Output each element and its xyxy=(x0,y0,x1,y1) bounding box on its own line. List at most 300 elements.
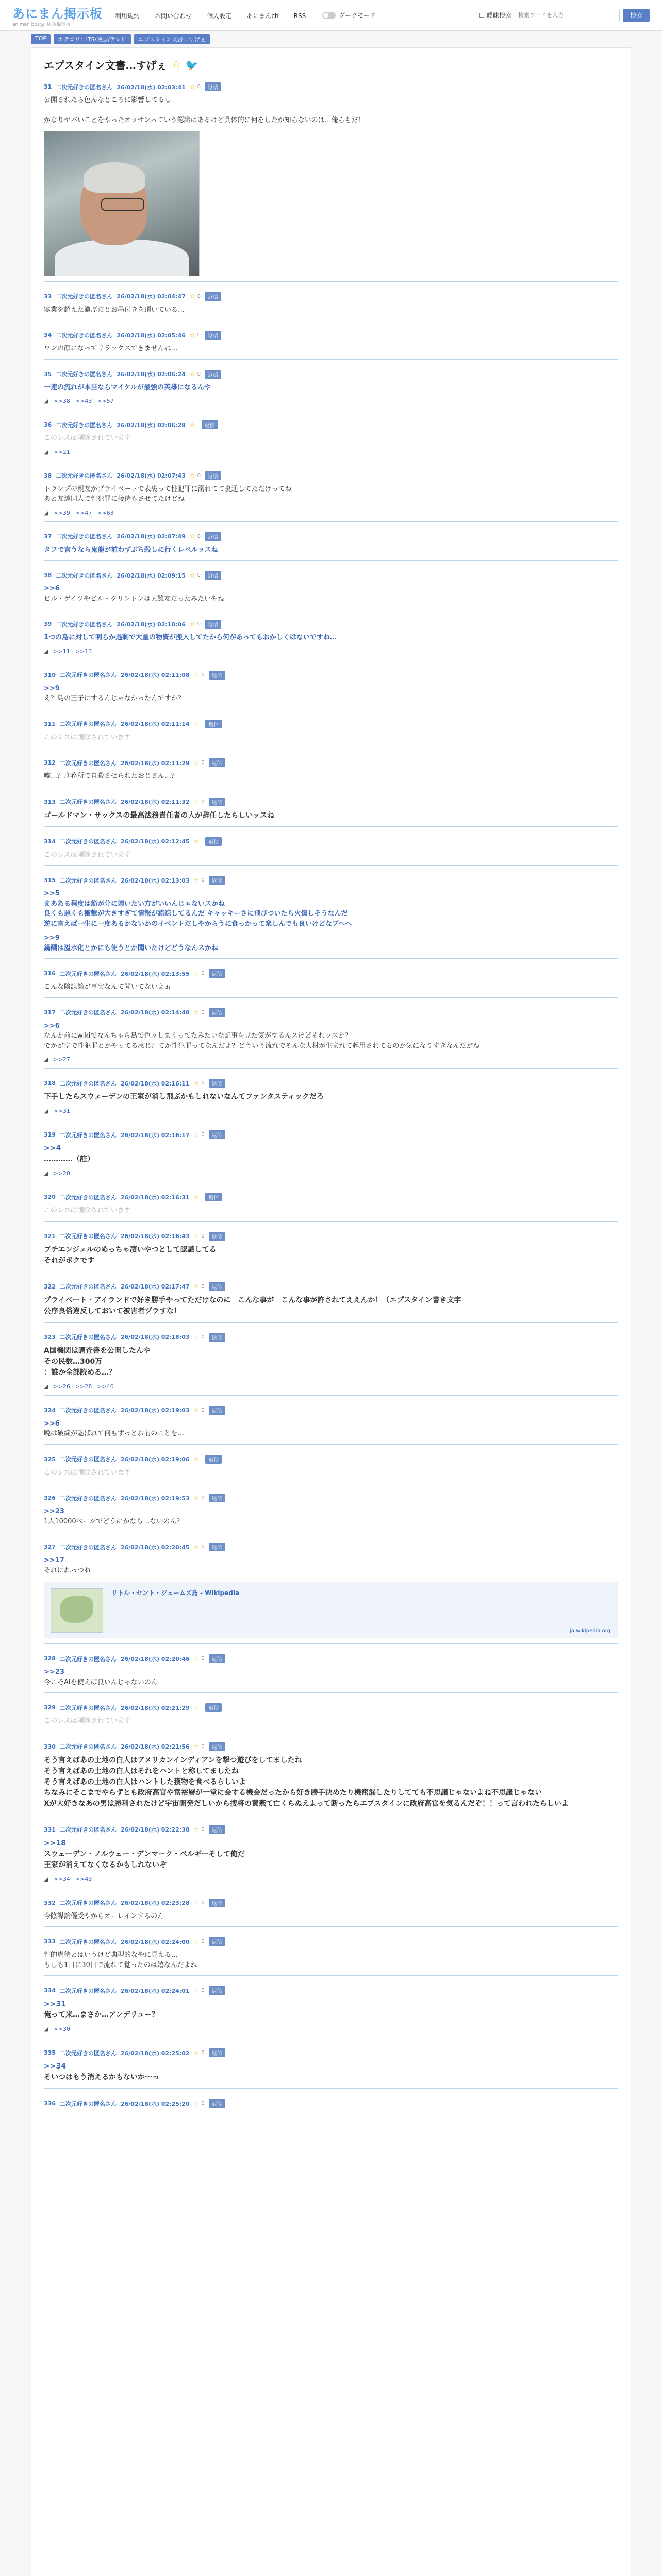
post-body xyxy=(44,1950,618,1970)
reply-link[interactable]: >>27 xyxy=(53,1056,70,1063)
post-number[interactable]: 33 xyxy=(44,293,52,300)
post-body xyxy=(44,733,618,743)
reply-links xyxy=(44,648,618,655)
post xyxy=(44,289,618,321)
post-number[interactable]: 330 xyxy=(44,1743,56,1750)
good-star-icon[interactable]: ☆ xyxy=(189,472,195,479)
post-number[interactable]: 314 xyxy=(44,838,56,845)
post-number[interactable]: 327 xyxy=(44,1544,56,1550)
poster-name: 二次元好きの匿名さん xyxy=(56,83,113,91)
reply-link[interactable]: >>40 xyxy=(97,1383,114,1390)
post-text-line: スウェーデン・ノルウェー・デンマーク・ベルギーそして俺だ xyxy=(44,1850,245,1858)
post-text-line: ：誰か全部読める…？ xyxy=(44,1368,116,1377)
anchor-link[interactable]: >>6 xyxy=(44,1022,60,1030)
good-star-icon[interactable]: ☆ xyxy=(189,331,195,339)
post-text-line: 1人10000ページでどうにかなら…ないのん？ xyxy=(44,1517,184,1526)
post-header xyxy=(44,1282,618,1291)
post-text-line: かなりヤバいことをやったオッサンっていう認識はあるけど具体的に何をしたか知らないのは…俺らもだ！ xyxy=(44,116,365,124)
reply-button[interactable]: 返信 xyxy=(205,1703,222,1712)
reply-button[interactable]: 返信 xyxy=(205,82,221,91)
post xyxy=(44,568,618,609)
post-number[interactable]: 38 xyxy=(44,572,52,579)
post xyxy=(44,668,618,709)
reply-link[interactable]: >>30 xyxy=(53,2026,70,2032)
post-header xyxy=(44,532,618,541)
post-body xyxy=(44,344,618,354)
post-text-line: 王家が消えてなくなるかもしれないぞ xyxy=(44,1860,167,1869)
good-star-icon[interactable]: ☆ xyxy=(189,83,195,91)
reply-link[interactable]: >>11 xyxy=(53,648,70,655)
reply-button[interactable]: 返信 xyxy=(205,571,221,580)
good-star-icon[interactable]: ☆ xyxy=(193,1704,200,1711)
poster-name: 二次元好きの匿名さん xyxy=(59,1334,117,1341)
post xyxy=(44,1895,618,1927)
fuzzy-search-label: 曖昧検索 xyxy=(486,12,511,19)
poster-name: 二次元好きの匿名さん xyxy=(59,838,117,845)
post-number[interactable]: 319 xyxy=(44,1131,56,1138)
reply-button[interactable]: 返信 xyxy=(205,720,222,728)
good-star-icon[interactable]: ☆ xyxy=(193,1079,200,1087)
post-number[interactable]: 336 xyxy=(44,2100,56,2107)
reply-link[interactable]: >>38 xyxy=(53,398,70,404)
post-text-line xyxy=(44,106,618,116)
post-date: 26/02/18(水) 02:05:46 xyxy=(117,332,186,339)
good-count: 0 xyxy=(201,1283,205,1290)
good-star-icon[interactable]: ☆ xyxy=(193,1232,200,1240)
fuzzy-search-checkbox[interactable]: ☐ 曖昧検索 xyxy=(479,12,511,19)
post-number[interactable]: 325 xyxy=(44,1455,56,1463)
reply-link[interactable]: >>43 xyxy=(75,398,92,404)
post-header xyxy=(44,1703,618,1712)
good-count: 0 xyxy=(201,1009,205,1015)
post-header xyxy=(44,1825,618,1834)
post-date: 26/02/18(水) 02:11:14 xyxy=(120,721,190,727)
post xyxy=(44,2045,618,2089)
reply-button[interactable]: 返信 xyxy=(209,1937,225,1946)
post-number[interactable]: 335 xyxy=(44,2049,56,2056)
post-body xyxy=(44,933,618,953)
post-body xyxy=(44,1419,618,1439)
reply-button[interactable]: 返信 xyxy=(209,1825,225,1834)
post-number[interactable]: 334 xyxy=(44,1987,56,1994)
post-number[interactable]: 36 xyxy=(44,421,52,428)
post-text-line: なんか前にwikiでなんちゃら島で色々しまくってたみたいな記事を見た気がするんスけどそれッスか？ xyxy=(44,1032,352,1040)
breadcrumb-thread[interactable]: エプスタイン文書…すげぇ xyxy=(134,34,210,44)
post-text-line: まあある程度は筋が分に壊いたい方がいいんじゃないスかね xyxy=(44,900,225,908)
anchor-link[interactable]: >>6 xyxy=(44,1419,60,1428)
good-star-icon[interactable]: ☆ xyxy=(189,571,195,579)
reply-button[interactable]: 返信 xyxy=(209,758,225,767)
reply-links xyxy=(44,510,618,516)
anchor-link[interactable]: >>18 xyxy=(44,1839,66,1848)
reply-button[interactable]: 返信 xyxy=(209,1986,225,1995)
reply-button[interactable]: 返信 xyxy=(209,1333,225,1342)
good-star-icon[interactable]: ☆ xyxy=(193,720,200,727)
breadcrumb-top[interactable]: TOP xyxy=(31,34,51,44)
good-count: 0 xyxy=(197,621,201,627)
favorite-star-icon[interactable]: ☆ xyxy=(171,58,181,71)
post-text-line: 鍋醐は溢水化とかにも使うとか聞いたけどどうなんスかね xyxy=(44,944,219,952)
good-star-icon[interactable]: ☆ xyxy=(193,1333,200,1341)
post xyxy=(44,617,618,660)
post-number[interactable]: 310 xyxy=(44,671,56,679)
post xyxy=(44,1983,618,2038)
post-number[interactable]: 328 xyxy=(44,1655,56,1662)
reply-link[interactable]: >>34 xyxy=(53,1875,70,1883)
reply-links xyxy=(44,1056,618,1063)
good-star-icon[interactable]: ☆ xyxy=(193,1406,200,1414)
reply-links xyxy=(44,1383,618,1390)
post xyxy=(44,1330,618,1396)
reply-link[interactable]: >>28 xyxy=(75,1383,92,1390)
good-star-icon[interactable]: ☆ xyxy=(193,1743,200,1750)
anchor-link[interactable]: >>17 xyxy=(44,1556,64,1564)
post-date: 26/02/18(水) 02:16:17 xyxy=(120,1131,190,1139)
good-count: 0 xyxy=(201,2100,205,2106)
post-date: 26/02/18(水) 02:04:47 xyxy=(117,293,186,300)
reply-button[interactable]: 返信 xyxy=(209,1008,225,1017)
post-text-line: 1つの島に対して明らか過剰で大量の物資が搬入してたから何があってもおかしくはないですね… xyxy=(44,634,337,641)
post-header xyxy=(44,370,618,379)
post-body xyxy=(44,95,618,126)
post-number[interactable]: 37 xyxy=(44,533,52,540)
reply-link[interactable]: >>26 xyxy=(53,1383,70,1390)
post-number[interactable]: 324 xyxy=(44,1406,56,1414)
poster-name: 二次元好きの匿名さん xyxy=(59,1987,117,1994)
post xyxy=(44,1127,618,1182)
good-star-icon[interactable]: ☆ xyxy=(193,1899,200,1906)
thread-title xyxy=(44,57,618,72)
good-count: 0 xyxy=(201,1939,205,1944)
reply-button[interactable]: 返信 xyxy=(205,331,221,340)
reply-button[interactable]: 返信 xyxy=(205,837,222,846)
post-header xyxy=(44,292,618,301)
anchor-link[interactable]: >>23 xyxy=(44,1507,64,1515)
reply-link[interactable]: >>13 xyxy=(75,648,92,655)
reply-arrow-icon: ◢ xyxy=(44,509,48,516)
good-count: 0 xyxy=(201,2050,205,2056)
post-number[interactable]: 38 xyxy=(44,472,52,479)
reply-arrow-icon: ◢ xyxy=(44,648,48,655)
post-date: 26/02/18(水) 02:20:46 xyxy=(120,1655,190,1663)
anchor-link[interactable]: >>6 xyxy=(44,585,60,592)
reply-button[interactable]: 返信 xyxy=(209,2099,225,2108)
reply-button[interactable]: 返信 xyxy=(209,2048,225,2057)
good-star-icon[interactable]: ☆ xyxy=(193,1826,200,1833)
reply-link[interactable]: >>31 xyxy=(53,1108,70,1114)
post-text-line: ゴールドマン・サックスの最高法務責任者の人が辞任したらしいッスね xyxy=(44,811,275,820)
post-text-line: このレスは削除されています xyxy=(44,851,131,859)
reply-link[interactable]: >>57 xyxy=(97,398,114,404)
attached-photo[interactable] xyxy=(44,131,200,276)
good-star-icon[interactable]: ☆ xyxy=(193,798,200,805)
search-input[interactable] xyxy=(515,9,620,22)
post-number[interactable]: 34 xyxy=(44,332,52,338)
anchor-link[interactable]: >>5 xyxy=(44,890,60,897)
good-star-icon[interactable]: ☆ xyxy=(189,421,195,429)
good-star-icon[interactable]: ☆ xyxy=(189,620,195,628)
good-count: 0 xyxy=(201,760,205,766)
reply-button[interactable]: 返信 xyxy=(209,671,225,680)
post-header xyxy=(44,758,618,767)
poster-name: 二次元好きの匿名さん xyxy=(59,1407,117,1414)
reply-button[interactable]: 返信 xyxy=(205,370,221,379)
post-body xyxy=(44,1468,618,1478)
reply-button[interactable]: 返信 xyxy=(209,1494,225,1502)
post-number[interactable]: 320 xyxy=(44,1194,56,1200)
post-text-line: でかがすで性犯罪とかやってる感じ？てか性犯罪ってなんだよ？どういう流れでそんな大材が生まれて起用されてるのか気になりすぎなんだがね xyxy=(44,1042,480,1050)
post-number[interactable]: 35 xyxy=(44,370,52,378)
post-number[interactable]: 313 xyxy=(44,798,56,805)
anchor-link[interactable]: >>31 xyxy=(44,2000,66,2008)
post-body xyxy=(44,1716,618,1726)
nav-rss[interactable]: RSS xyxy=(293,12,306,20)
post-text-line: このレスは削除されています xyxy=(44,1207,131,1214)
good-star-icon[interactable]: ☆ xyxy=(193,1193,200,1201)
post-date: 26/02/18(水) 02:09:15 xyxy=(117,572,186,579)
poster-name: 二次元好きの匿名さん xyxy=(59,1544,117,1551)
post-number[interactable]: 312 xyxy=(44,759,56,766)
reply-button[interactable]: 返信 xyxy=(205,620,221,629)
post-number[interactable]: 321 xyxy=(44,1232,56,1240)
site-logo[interactable] xyxy=(12,4,103,27)
post-header xyxy=(44,331,618,340)
good-count: 0 xyxy=(201,1544,205,1550)
reply-button[interactable]: 返信 xyxy=(205,1193,222,1201)
post-date: 26/02/18(水) 02:13:03 xyxy=(120,877,190,884)
post-body xyxy=(44,1911,618,1922)
good-star-icon[interactable]: ☆ xyxy=(193,1283,200,1290)
reply-button[interactable]: 返信 xyxy=(209,1079,225,1088)
post-number[interactable]: 39 xyxy=(44,621,52,628)
nav-animanch[interactable]: あにまんch xyxy=(246,12,279,20)
reply-button[interactable]: 返信 xyxy=(209,1742,225,1751)
reply-link[interactable]: >>63 xyxy=(97,509,114,516)
good-star-icon[interactable]: ☆ xyxy=(193,1543,200,1551)
poster-name: 二次元好きの匿名さん xyxy=(56,533,113,540)
post xyxy=(44,794,618,827)
post-header xyxy=(44,1937,618,1946)
post-number[interactable]: 329 xyxy=(44,1704,56,1711)
reply-button[interactable]: 返信 xyxy=(209,1899,225,1907)
post-date: 26/02/18(水) 02:24:00 xyxy=(120,1938,190,1945)
post-date: 26/02/18(水) 02:25:20 xyxy=(120,2100,190,2107)
post xyxy=(44,1005,618,1069)
good-star-icon[interactable]: ☆ xyxy=(193,2049,200,2057)
reply-button[interactable]: 返信 xyxy=(209,1232,225,1241)
reply-button[interactable]: 返信 xyxy=(205,471,221,480)
post-text-line: 良くも悪くも衝撃が大きすぎて情報が錯綜してるんだ キャッキーさに飛びついたら火傷しそうなんだ xyxy=(44,910,348,918)
reply-button[interactable]: 返信 xyxy=(205,1455,222,1464)
post xyxy=(44,755,618,787)
darkmode-toggle[interactable] xyxy=(322,11,376,20)
post-text-line: その民数…300万 xyxy=(44,1357,103,1366)
post-date: 26/02/18(水) 02:07:43 xyxy=(117,472,186,479)
post-text-line: このレスは削除されています xyxy=(44,434,131,442)
post-date: 26/02/18(水) 02:20:45 xyxy=(120,1544,190,1551)
good-star-icon[interactable]: ☆ xyxy=(189,370,195,378)
reply-button[interactable]: 返信 xyxy=(202,420,218,429)
post-date: 26/02/18(水) 02:24:01 xyxy=(120,1987,190,1994)
post-list xyxy=(44,79,618,2117)
good-star-icon[interactable]: ☆ xyxy=(193,876,200,884)
post-number[interactable]: 318 xyxy=(44,1080,56,1087)
post-body xyxy=(44,633,618,643)
good-star-icon[interactable]: ☆ xyxy=(193,1938,200,1945)
link-preview-card[interactable] xyxy=(44,1582,618,1638)
good-count: 0 xyxy=(201,799,205,805)
good-star-icon[interactable]: ☆ xyxy=(193,671,200,679)
reply-link[interactable]: >>20 xyxy=(53,1170,70,1177)
post-header xyxy=(44,2099,618,2108)
post-body xyxy=(44,305,618,315)
good-star-icon[interactable]: ☆ xyxy=(193,1455,200,1463)
reply-button[interactable]: 返信 xyxy=(205,292,221,301)
nav-contact[interactable]: お問い合わせ xyxy=(155,12,192,20)
reply-button[interactable]: 返信 xyxy=(205,532,221,541)
post xyxy=(44,1076,618,1120)
reply-button[interactable]: 返信 xyxy=(209,1543,225,1551)
good-star-icon[interactable]: ☆ xyxy=(189,293,195,300)
good-star-icon[interactable]: ☆ xyxy=(193,1494,200,1502)
reply-button[interactable]: 返信 xyxy=(209,1282,225,1291)
poster-name: 二次元好きの匿名さん xyxy=(59,1655,117,1663)
post-body xyxy=(44,584,618,604)
nav-settings[interactable]: 個人設定 xyxy=(207,12,232,20)
post-header xyxy=(44,671,618,680)
post-number[interactable]: 331 xyxy=(44,1826,56,1833)
anchor-link[interactable]: >>4 xyxy=(44,1144,61,1153)
poster-name: 二次元好きの匿名さん xyxy=(56,472,113,479)
post-body xyxy=(44,433,618,444)
reply-arrow-icon: ◢ xyxy=(44,1170,48,1177)
reply-link[interactable]: >>47 xyxy=(75,509,92,516)
poster-name: 二次元好きの匿名さん xyxy=(59,799,117,805)
post-date: 26/02/18(水) 02:18:03 xyxy=(120,1334,190,1341)
good-count: 0 xyxy=(197,533,201,539)
post-number[interactable]: 323 xyxy=(44,1333,56,1341)
good-count: 0 xyxy=(201,1080,205,1086)
good-star-icon[interactable]: ☆ xyxy=(193,1009,200,1016)
link-preview-thumbnail xyxy=(51,1588,103,1633)
reply-button[interactable]: 返信 xyxy=(209,798,225,806)
post-text-line: ワンの顔になってリラックスできませんね… xyxy=(44,345,178,352)
poster-name: 二次元好きの匿名さん xyxy=(59,1938,117,1945)
good-count: 0 xyxy=(201,877,205,883)
good-star-icon[interactable]: ☆ xyxy=(193,1131,200,1139)
post xyxy=(44,873,618,959)
anchor-link[interactable]: >>9 xyxy=(44,684,60,692)
thread-container xyxy=(31,47,631,2576)
reply-links xyxy=(44,1876,618,1883)
anchor-link[interactable]: >>23 xyxy=(44,1668,64,1676)
poster-name: 二次元好きの匿名さん xyxy=(59,877,117,884)
anchor-link[interactable]: >>9 xyxy=(44,934,60,942)
post-header xyxy=(44,1130,618,1139)
post xyxy=(44,966,618,998)
post-date: 26/02/18(水) 02:03:41 xyxy=(117,83,186,91)
post-date: 26/02/18(水) 02:14:48 xyxy=(120,1009,190,1016)
post-body xyxy=(44,484,618,504)
thread-title-text: エプスタイン文書…すげぇ xyxy=(44,59,167,72)
good-count: 0 xyxy=(201,1132,205,1138)
post-header xyxy=(44,876,618,885)
nav-terms[interactable]: 利用規約 xyxy=(115,12,140,20)
post-text-line: それにれっつね xyxy=(44,1566,91,1574)
post-number[interactable]: 322 xyxy=(44,1283,56,1290)
post-date: 26/02/18(水) 02:13:55 xyxy=(120,970,190,977)
post xyxy=(44,1403,618,1445)
post-text-line: そいつはもう消えるかもないか〜っ xyxy=(44,2073,159,2081)
post-number[interactable]: 31 xyxy=(44,83,52,90)
reply-button[interactable]: 返信 xyxy=(209,969,225,978)
reply-links xyxy=(44,2026,618,2032)
post-text-line: 逆に言えば一生に一度あるかないかのイベントだしやからうに食っかって楽しんでも良いけどなブヘヘ xyxy=(44,920,352,928)
post-number[interactable]: 311 xyxy=(44,720,56,727)
anchor-link[interactable]: >>34 xyxy=(44,2062,66,2071)
post-date: 26/02/18(水) 02:19:53 xyxy=(120,1495,190,1502)
post-number[interactable]: 316 xyxy=(44,970,56,977)
good-star-icon[interactable]: ☆ xyxy=(193,838,200,845)
post-number[interactable]: 332 xyxy=(44,1899,56,1906)
post-body xyxy=(44,1755,618,1809)
good-count: 0 xyxy=(201,1826,205,1833)
reply-link[interactable]: >>39 xyxy=(53,509,70,516)
post xyxy=(44,417,618,461)
post-text-line: …………（註） xyxy=(44,1155,94,1163)
poster-name: 二次元好きの匿名さん xyxy=(59,1900,117,1906)
breadcrumb-category[interactable]: カテゴリ：ITS/映画/テレビ xyxy=(54,34,131,44)
search-button[interactable]: 検索 xyxy=(623,9,650,22)
post-text-line: 性的虐待とはいうけど典型的なやに見える… xyxy=(44,1951,178,1959)
poster-name: 二次元好きの匿名さん xyxy=(56,421,113,429)
good-star-icon[interactable]: ☆ xyxy=(193,1987,200,1994)
good-star-icon[interactable]: ☆ xyxy=(193,2099,200,2107)
post-text-line: 俺って来…まさか…アンデリュー？ xyxy=(44,2011,159,2019)
post-body xyxy=(44,1555,618,1575)
post-date: 26/02/18(水) 02:11:29 xyxy=(120,759,190,767)
good-count: 0 xyxy=(201,1988,205,1993)
post-number[interactable]: 317 xyxy=(44,1009,56,1016)
toggle-switch[interactable] xyxy=(322,12,336,19)
reply-link[interactable]: >>21 xyxy=(53,448,70,455)
reply-button[interactable]: 返信 xyxy=(209,1654,225,1663)
post xyxy=(44,79,618,282)
reply-link[interactable]: >>43 xyxy=(75,1875,92,1883)
post xyxy=(44,1190,618,1222)
post-date: 26/02/18(水) 02:07:49 xyxy=(117,533,186,540)
good-star-icon[interactable]: ☆ xyxy=(189,533,195,540)
post-number[interactable]: 326 xyxy=(44,1495,56,1501)
post-header xyxy=(44,620,618,629)
post-header xyxy=(44,1232,618,1241)
good-star-icon[interactable]: ☆ xyxy=(193,759,200,767)
post-number[interactable]: 333 xyxy=(44,1938,56,1945)
good-count: 0 xyxy=(197,572,201,578)
reply-button[interactable]: 返信 xyxy=(209,876,225,885)
good-star-icon[interactable]: ☆ xyxy=(193,1655,200,1663)
good-star-icon[interactable]: ☆ xyxy=(193,970,200,977)
twitter-share-icon[interactable]: 🐦 xyxy=(185,58,198,71)
good-count: 0 xyxy=(201,1743,205,1750)
post xyxy=(44,1822,618,1888)
poster-name: 二次元好きの匿名さん xyxy=(59,721,117,727)
poster-name: 二次元好きの匿名さん xyxy=(59,759,117,767)
post-number[interactable]: 315 xyxy=(44,877,56,884)
reply-button[interactable]: 返信 xyxy=(209,1406,225,1415)
post-header xyxy=(44,969,618,978)
reply-button[interactable]: 返信 xyxy=(209,1130,225,1139)
